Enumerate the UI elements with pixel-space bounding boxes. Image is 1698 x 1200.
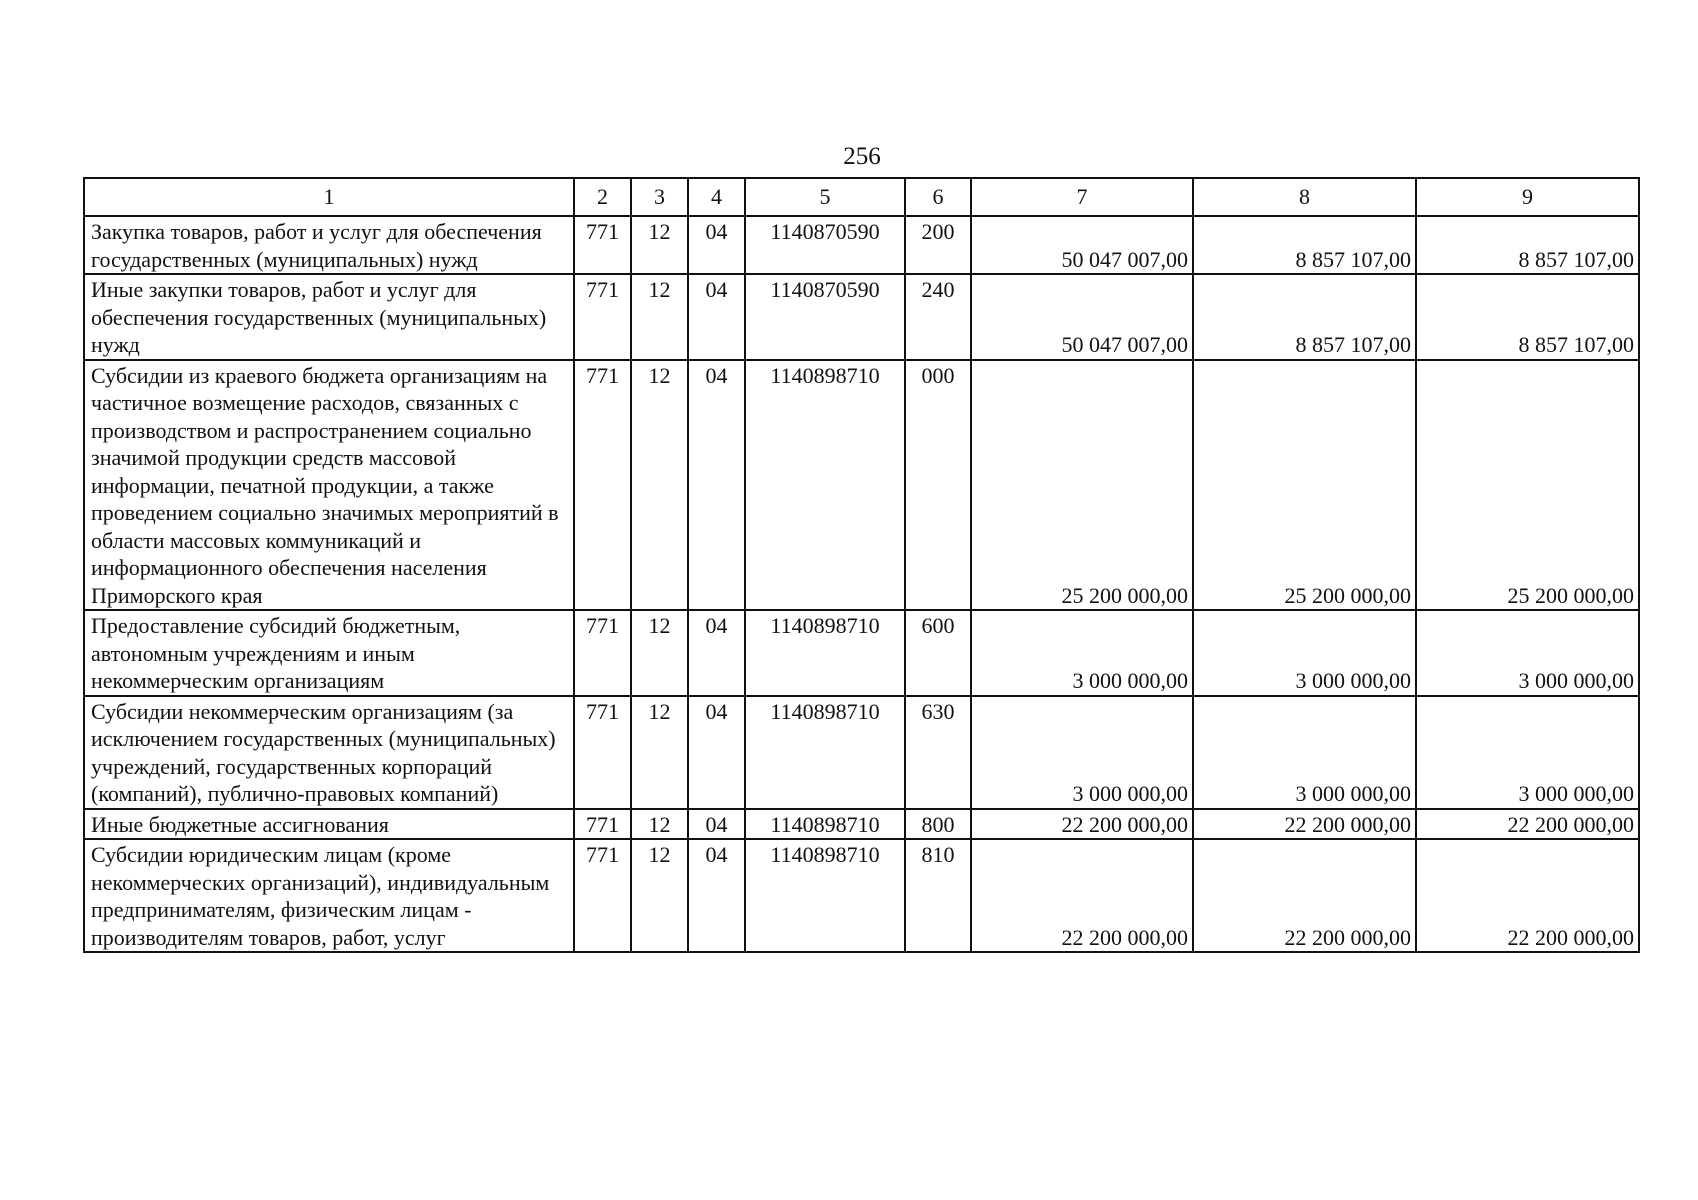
- ministry-code: 771: [574, 610, 631, 696]
- expense-type-code: 810: [905, 839, 971, 952]
- amount-col9: 22 200 000,00: [1416, 839, 1639, 952]
- table-row: [84, 610, 1639, 696]
- column-header: 1: [84, 178, 574, 216]
- column-header: 8: [1193, 178, 1416, 216]
- row-name: Иные бюджетные ассигнования: [84, 809, 574, 840]
- ministry-code: 771: [574, 216, 631, 274]
- target-article-code: 1140870590: [745, 274, 905, 360]
- target-article-code: 1140898710: [745, 696, 905, 809]
- amount-col7: 3 000 000,00: [971, 696, 1193, 809]
- table-row: [84, 274, 1639, 360]
- expense-type-code: 800: [905, 809, 971, 840]
- expense-type-code: 630: [905, 696, 971, 809]
- table-row: [84, 696, 1639, 809]
- amount-col9: 3 000 000,00: [1416, 610, 1639, 696]
- amount-col8: 3 000 000,00: [1193, 610, 1416, 696]
- target-article-code: 1140898710: [745, 610, 905, 696]
- row-name: Закупка товаров, работ и услуг для обеспечения государственных (муниципальных) нужд: [84, 216, 574, 274]
- column-header: 2: [574, 178, 631, 216]
- amount-col7: 22 200 000,00: [971, 839, 1193, 952]
- expense-type-code: 000: [905, 360, 971, 611]
- ministry-code: 771: [574, 360, 631, 611]
- amount-col9: 3 000 000,00: [1416, 696, 1639, 809]
- section-code: 12: [631, 809, 688, 840]
- subsection-code: 04: [688, 274, 745, 360]
- amount-col7: 50 047 007,00: [971, 274, 1193, 360]
- section-code: 12: [631, 216, 688, 274]
- amount-col8: 25 200 000,00: [1193, 360, 1416, 611]
- subsection-code: 04: [688, 360, 745, 611]
- amount-col9: 8 857 107,00: [1416, 274, 1639, 360]
- amount-col7: 22 200 000,00: [971, 809, 1193, 840]
- amount-col8: 8 857 107,00: [1193, 216, 1416, 274]
- column-header: 9: [1416, 178, 1639, 216]
- amount-col9: 25 200 000,00: [1416, 360, 1639, 611]
- table-row: [84, 360, 1639, 611]
- ministry-code: 771: [574, 274, 631, 360]
- subsection-code: 04: [688, 216, 745, 274]
- column-header: 7: [971, 178, 1193, 216]
- amount-col9: 22 200 000,00: [1416, 809, 1639, 840]
- row-name: Субсидии из краевого бюджета организациям на частичное возмещение расходов, связанных с производством и распространением социально значимой продукции средств массовой информации, печатной продукции, а также проведением социально значимых мероприятий в области массовых коммуникаций и информационного обеспечения населения Приморского края: [84, 360, 574, 611]
- target-article-code: 1140898710: [745, 360, 905, 611]
- column-header: 5: [745, 178, 905, 216]
- subsection-code: 04: [688, 839, 745, 952]
- page-number: 256: [843, 143, 881, 170]
- amount-col9: 8 857 107,00: [1416, 216, 1639, 274]
- column-header: 6: [905, 178, 971, 216]
- subsection-code: 04: [688, 696, 745, 809]
- target-article-code: 1140870590: [745, 216, 905, 274]
- table-row: [84, 809, 1639, 840]
- expense-type-code: 200: [905, 216, 971, 274]
- amount-col7: 3 000 000,00: [971, 610, 1193, 696]
- row-name: Субсидии некоммерческим организациям (за исключением государственных (муниципальных) учреждений, государственных корпораций (компаний), публично-правовых компаний): [84, 696, 574, 809]
- column-header: 3: [631, 178, 688, 216]
- table-row: [84, 839, 1639, 952]
- row-name: Субсидии юридическим лицам (кроме некоммерческих организаций), индивидуальным предпринимателям, физическим лицам - производителям товаров, работ, услуг: [84, 839, 574, 952]
- budget-table: [83, 177, 1640, 953]
- ministry-code: 771: [574, 809, 631, 840]
- expense-type-code: 600: [905, 610, 971, 696]
- row-name: Иные закупки товаров, работ и услуг для обеспечения государственных (муниципальных) нужд: [84, 274, 574, 360]
- subsection-code: 04: [688, 610, 745, 696]
- row-name: Предоставление субсидий бюджетным, автономным учреждениям и иным некоммерческим организациям: [84, 610, 574, 696]
- amount-col8: 22 200 000,00: [1193, 809, 1416, 840]
- section-code: 12: [631, 839, 688, 952]
- table-row: [84, 216, 1639, 274]
- amount-col8: 8 857 107,00: [1193, 274, 1416, 360]
- section-code: 12: [631, 274, 688, 360]
- amount-col8: 3 000 000,00: [1193, 696, 1416, 809]
- amount-col7: 25 200 000,00: [971, 360, 1193, 611]
- ministry-code: 771: [574, 696, 631, 809]
- expense-type-code: 240: [905, 274, 971, 360]
- section-code: 12: [631, 610, 688, 696]
- section-code: 12: [631, 696, 688, 809]
- column-header: 4: [688, 178, 745, 216]
- target-article-code: 1140898710: [745, 839, 905, 952]
- amount-col8: 22 200 000,00: [1193, 839, 1416, 952]
- amount-col7: 50 047 007,00: [971, 216, 1193, 274]
- header-row: [84, 178, 1639, 216]
- ministry-code: 771: [574, 839, 631, 952]
- target-article-code: 1140898710: [745, 809, 905, 840]
- section-code: 12: [631, 360, 688, 611]
- subsection-code: 04: [688, 809, 745, 840]
